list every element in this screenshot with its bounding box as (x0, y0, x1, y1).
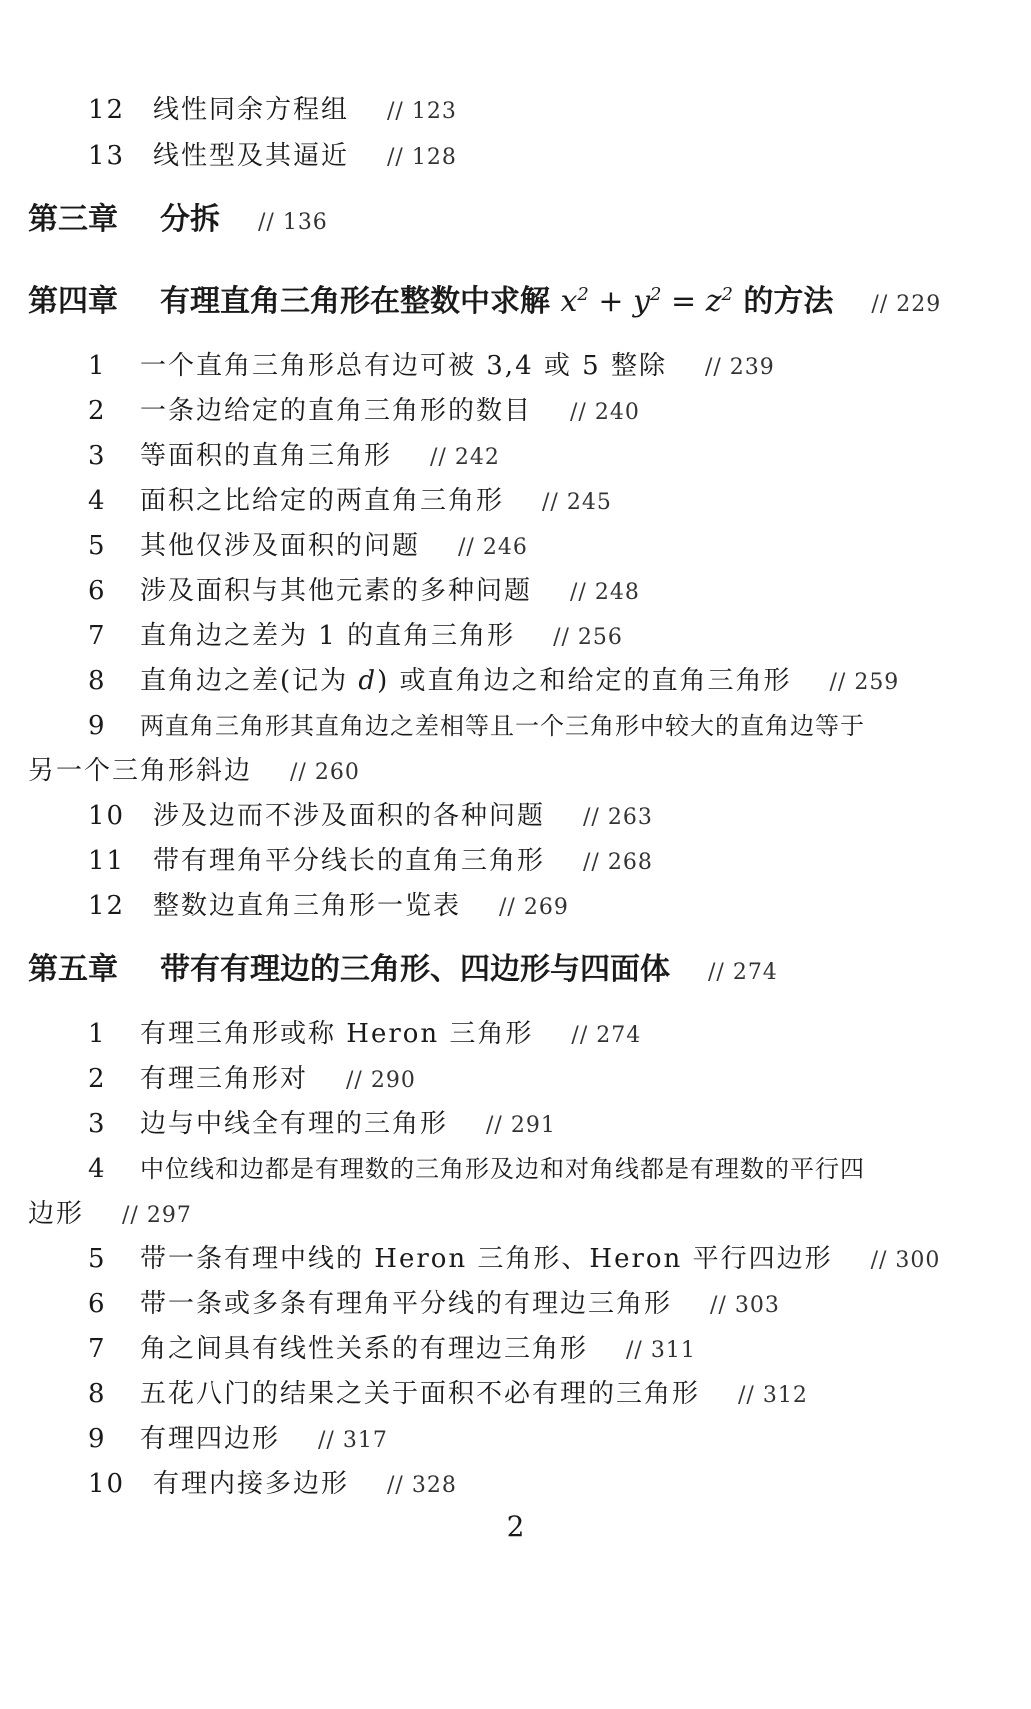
entry-page: // 239 (704, 355, 775, 380)
entry-title: 涉及面积与其他元素的多种问题 (140, 576, 533, 606)
entry-number: 3 (88, 441, 107, 471)
toc-entry (0, 1241, 1031, 1277)
entry-number: 2 (88, 396, 107, 426)
toc-entry (0, 1466, 1031, 1502)
entry-page: // 256 (553, 625, 623, 650)
entry-title: 有理三角形对 (140, 1064, 309, 1094)
entry-title-wrap (140, 1376, 808, 1414)
entry-title-wrap (140, 1421, 388, 1459)
entry-title: 等面积的直角三角形 (140, 441, 393, 471)
entry-title-wrap (153, 843, 653, 881)
entry-number: 10 (88, 801, 126, 831)
entry-page: // 300 (870, 1248, 941, 1273)
toc-entry (0, 348, 1031, 384)
entry-title: 五花八门的结果之关于面积不必有理的三角形 (140, 1379, 701, 1409)
toc-entry (0, 1421, 1031, 1457)
entry-number: 8 (88, 1379, 107, 1409)
entry-page: // 328 (387, 1473, 457, 1498)
entry-number: 1 (88, 1019, 107, 1049)
chapter-number: 第三章 (28, 202, 118, 237)
entry-page: // 291 (486, 1113, 556, 1138)
toc-entry (0, 1286, 1031, 1322)
entry-number: 7 (88, 621, 107, 651)
entry-number: 11 (88, 846, 126, 876)
entry-title: 整数边直角三角形一览表 (153, 891, 462, 921)
entry-title: 边与中线全有理的三角形 (140, 1109, 449, 1139)
toc-entry-continuation (0, 1196, 1031, 1232)
entry-page: // 268 (583, 850, 653, 875)
entry-number: 4 (88, 1154, 107, 1184)
entry-title: 有理三角形或称 Heron 三角形 (140, 1019, 534, 1049)
entry-page: // 263 (583, 805, 653, 830)
entry-number: 10 (88, 1469, 126, 1499)
entry-title-wrap (140, 618, 623, 656)
entry-title: 角之间具有线性关系的有理边三角形 (140, 1334, 589, 1364)
entry-page: // 297 (122, 1203, 192, 1228)
entry-page: // 303 (710, 1293, 780, 1318)
chapter-title-wrap (160, 198, 328, 245)
entry-page: // 260 (290, 760, 360, 785)
toc-entry (0, 483, 1031, 519)
entry-title-wrap (153, 138, 457, 176)
entry-title-wrap (140, 1331, 696, 1369)
entry-number: 9 (88, 1424, 107, 1454)
toc-entry (0, 92, 1031, 128)
entry-title-wrap (140, 1241, 940, 1279)
entry-number: 12 (88, 95, 126, 125)
entry-title: 带有理角平分线长的直角三角形 (153, 846, 546, 876)
toc-entry (0, 663, 1031, 699)
entry-title: 有理四边形 (140, 1424, 281, 1454)
chapter-heading (0, 198, 1031, 242)
chapter-number: 第四章 (28, 284, 118, 319)
entry-title-wrap (140, 393, 640, 431)
entry-number: 4 (88, 486, 107, 516)
pythagorean-equation: $x^2 + y^2 = z^2$ (560, 284, 733, 319)
toc-entry (0, 708, 1031, 744)
entry-number: 9 (88, 711, 107, 741)
entry-number: 5 (88, 1244, 107, 1274)
chapter-page: // 229 (871, 292, 942, 317)
chapter-title-wrap (160, 280, 941, 327)
entry-page: // 274 (571, 1023, 642, 1048)
chapter-number: 第五章 (28, 952, 118, 987)
toc-entry (0, 798, 1031, 834)
toc-entry (0, 573, 1031, 609)
toc-entry (0, 1151, 1031, 1187)
entry-number: 13 (88, 141, 126, 171)
toc-entry (0, 1106, 1031, 1142)
entry-page: // 245 (542, 490, 612, 515)
entry-page: // 311 (626, 1338, 696, 1363)
entry-number: 8 (88, 666, 107, 696)
toc-entry (0, 1331, 1031, 1367)
entry-page: // 312 (738, 1383, 808, 1408)
entry-page: // 269 (499, 895, 569, 920)
entry-title: 其他仅涉及面积的问题 (140, 531, 421, 561)
entry-title-wrap (140, 438, 500, 476)
entry-title: 直角边之差(记为 (140, 666, 349, 696)
entry-variable: d (358, 666, 378, 696)
entry-title-wrap (140, 528, 528, 566)
entry-title-line1: 中位线和边都是有理数的三角形及边和对角线都是有理数的平行四 (140, 1155, 865, 1183)
entry-number: 1 (88, 351, 107, 381)
entry-title: 有理内接多边形 (153, 1469, 350, 1499)
toc-entry (0, 438, 1031, 474)
chapter-title-wrap (160, 948, 778, 995)
entry-title-wrap (28, 1196, 192, 1234)
entry-page: // 123 (387, 99, 457, 124)
chapter-title-suffix: 的方法 (743, 284, 834, 319)
entry-title-wrap (140, 1286, 780, 1324)
entry-title-line2: 边形 (28, 1199, 85, 1229)
toc-entry (0, 618, 1031, 654)
entry-page: // 248 (570, 580, 640, 605)
entry-page: // 240 (570, 400, 640, 425)
entry-number: 7 (88, 1334, 107, 1364)
chapter-title: 分拆 (160, 202, 220, 237)
entry-title-wrap (140, 348, 775, 386)
entry-title: 直角边之差为 1 的直角三角形 (140, 621, 516, 651)
toc-entry (0, 393, 1031, 429)
entry-title-wrap (153, 888, 569, 926)
entry-title: 线性型及其逼近 (153, 141, 350, 171)
entry-title-rest: ) 或直角边之和给定的直角三角形 (377, 666, 792, 696)
entry-number: 12 (88, 891, 126, 921)
chapter-heading (0, 948, 1031, 992)
toc-entry (0, 138, 1031, 174)
toc-entry (0, 1061, 1031, 1097)
entry-title-line2: 另一个三角形斜边 (28, 756, 253, 786)
entry-title: 线性同余方程组 (153, 95, 350, 125)
entry-page: // 317 (318, 1428, 388, 1453)
entry-number: 2 (88, 1064, 107, 1094)
toc-entry (0, 888, 1031, 924)
entry-title: 涉及边而不涉及面积的各种问题 (153, 801, 546, 831)
entry-page: // 259 (829, 670, 900, 695)
entry-page: // 242 (430, 445, 500, 470)
entry-title-wrap (140, 1106, 556, 1144)
toc-entry (0, 1016, 1031, 1052)
chapter-page: // 136 (258, 210, 328, 235)
entry-page: // 246 (458, 535, 528, 560)
entry-title-line1: 两直角三角形其直角边之差相等且一个三角形中较大的直角边等于 (140, 712, 865, 740)
entry-title: 带一条或多条有理角平分线的有理边三角形 (140, 1289, 673, 1319)
entry-number: 3 (88, 1109, 107, 1139)
toc-entry (0, 843, 1031, 879)
entry-title-wrap (28, 753, 360, 791)
entry-number: 6 (88, 576, 107, 606)
entry-title: 一个直角三角形总有边可被 3,4 或 5 整除 (140, 351, 667, 381)
page-number: 2 (506, 1510, 525, 1543)
entry-title-wrap (140, 663, 899, 701)
toc-entry (0, 1376, 1031, 1412)
entry-title: 带一条有理中线的 Heron 三角形、Heron 平行四边形 (140, 1244, 833, 1274)
entry-title-wrap (153, 798, 653, 836)
entry-page: // 128 (387, 145, 457, 170)
toc-entry (0, 528, 1031, 564)
toc-entry-continuation (0, 753, 1031, 789)
chapter-title: 带有有理边的三角形、四边形与四面体 (160, 952, 670, 987)
entry-page: // 290 (346, 1068, 416, 1093)
entry-title-wrap (140, 1061, 416, 1099)
entry-title: 一条边给定的直角三角形的数目 (140, 396, 533, 426)
entry-title-wrap (153, 92, 457, 130)
entry-title: 面积之比给定的两直角三角形 (140, 486, 505, 516)
entry-title-wrap (140, 483, 612, 521)
entry-title-wrap (140, 1016, 641, 1054)
chapter-heading (0, 280, 1031, 324)
entry-number: 6 (88, 1289, 107, 1319)
entry-number: 5 (88, 531, 107, 561)
entry-title-wrap (153, 1466, 457, 1504)
entry-title-wrap (140, 573, 640, 611)
chapter-page: // 274 (708, 960, 778, 985)
chapter-title: 有理直角三角形在整数中求解 (160, 284, 550, 319)
